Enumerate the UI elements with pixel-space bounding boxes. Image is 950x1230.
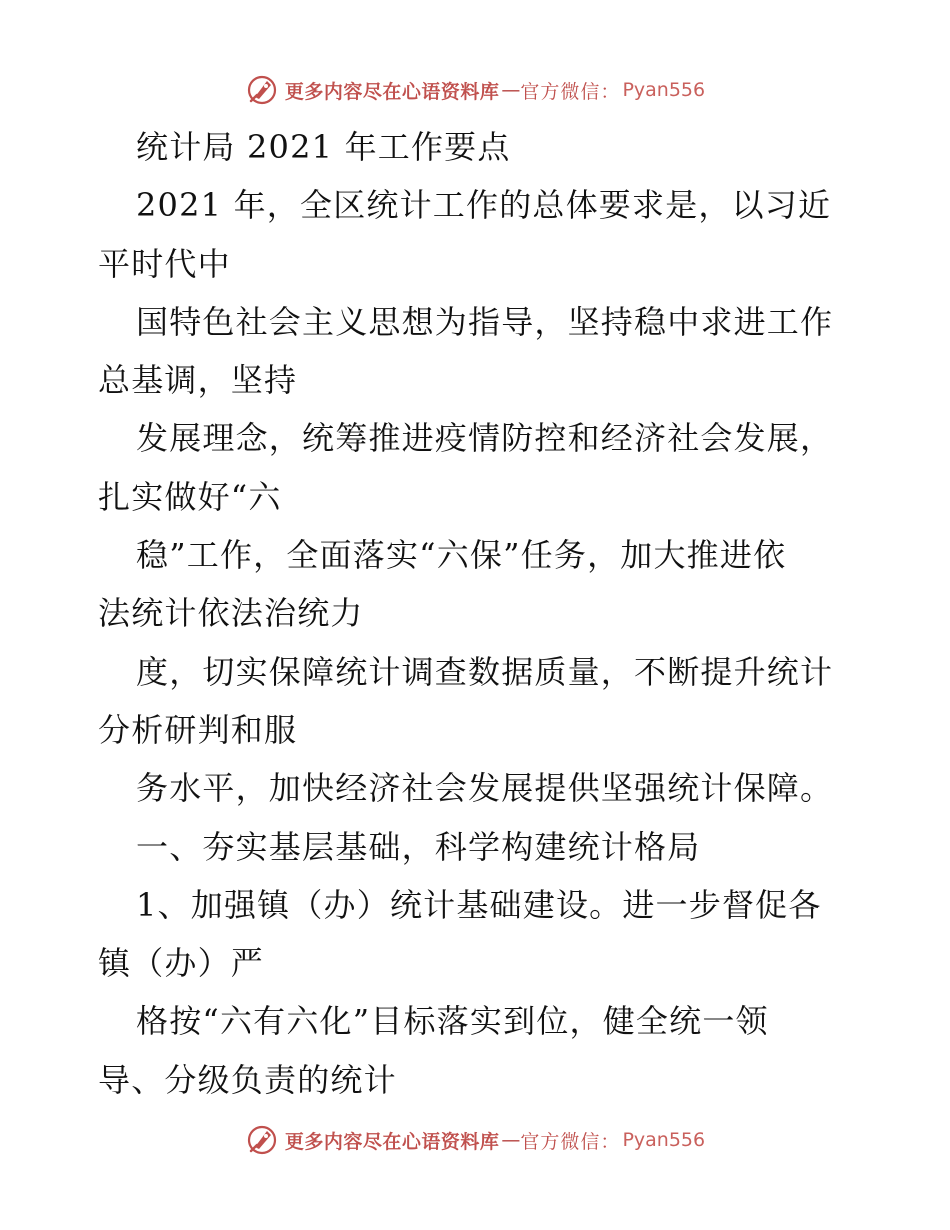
- watermark-wechat-id: Pyan556: [622, 79, 706, 101]
- text-line: 平时代中: [98, 244, 231, 283]
- text-line: 法统计依法治统力: [98, 594, 364, 633]
- text-line: 一、夯实基层基础，科学构建统计格局: [136, 827, 701, 866]
- text-line: 统计局 2021 年工作要点: [136, 128, 511, 166]
- text-line: 度，切实保障统计调查数据质量，不断提升统计: [136, 652, 834, 691]
- pen-nib-logo-icon: [245, 73, 279, 107]
- pen-nib-logo-icon: [245, 1123, 279, 1157]
- watermark-wechat-label: 官方微信：: [520, 80, 621, 103]
- watermark-wechat-label: 官方微信：: [520, 1130, 621, 1153]
- text-line: 格按“六有六化”目标落实到位，健全统一领: [136, 1002, 769, 1041]
- text-line: 务水平，加快经济社会发展提供坚强统计保障。: [136, 769, 834, 808]
- watermark-wechat-id: Pyan556: [622, 1129, 706, 1151]
- text-line: 扎实做好“六: [98, 477, 282, 516]
- header-watermark: [0, 70, 950, 110]
- watermark-separator: —: [501, 79, 521, 101]
- text-line: 分析研判和服: [98, 710, 298, 749]
- text-line: 1、加强镇（办）统计基础建设。进一步督促各: [136, 885, 822, 924]
- text-line: 稳”工作，全面落实“六保”任务，加大推进依: [136, 536, 787, 575]
- watermark-title: 更多内容尽在心语资料库: [284, 80, 500, 103]
- footer-watermark: [0, 1120, 950, 1160]
- text-line: 总基调，坚持: [98, 361, 298, 400]
- text-line: 2021 年，全区统计工作的总体要求是，以习近: [136, 186, 832, 225]
- document-body: [98, 118, 858, 1109]
- watermark-separator: —: [501, 1129, 521, 1151]
- text-line: 导、分级负责的统计: [98, 1060, 397, 1099]
- text-line: 国特色社会主义思想为指导，坚持稳中求进工作: [136, 302, 834, 341]
- watermark-title: 更多内容尽在心语资料库: [284, 1130, 500, 1153]
- text-line: 镇（办）严: [98, 944, 265, 983]
- text-line: 发展理念，统筹推进疫情防控和经济社会发展，: [136, 419, 834, 458]
